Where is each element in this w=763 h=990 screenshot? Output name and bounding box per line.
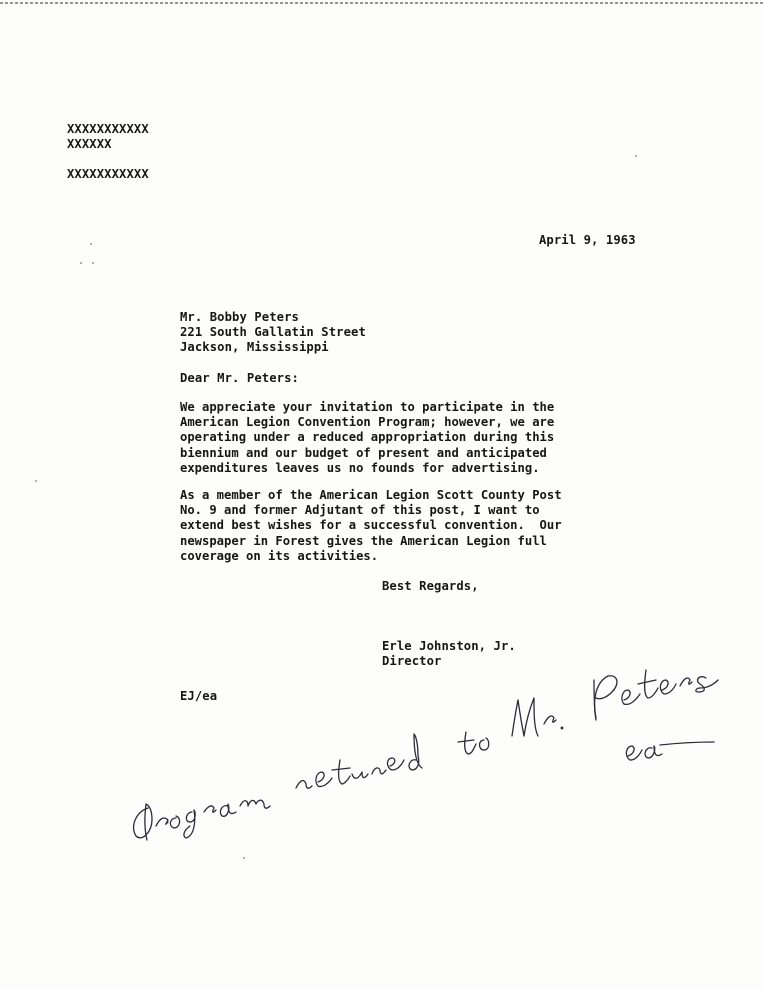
reference-initials: EJ/ea	[180, 689, 218, 703]
paragraph-line: expenditures leaves us no founds for advertising.	[180, 460, 540, 475]
scan-speck	[35, 480, 37, 482]
closing: Best Regards,	[382, 579, 479, 593]
scan-speck	[90, 243, 92, 245]
signer-title: Director	[382, 654, 442, 668]
recipient-city: Jackson, Mississippi	[180, 340, 329, 354]
paragraph-line: American Legion Convention Program; however, we are	[180, 415, 555, 430]
paragraph-line: As a member of the American Legion Scott County Post	[180, 488, 562, 502]
redacted-line-2: XXXXXX	[67, 137, 112, 151]
scan-speck	[80, 262, 82, 264]
paragraph-line: biennium and our budget of present and anticipated	[180, 445, 547, 460]
paragraph-line: extend best wishes for a successful convention. Our	[180, 518, 562, 533]
paragraph-line: newspaper in Forest gives the American Legion full	[180, 533, 547, 548]
paragraph-line: coverage on its activities.	[180, 548, 379, 563]
redacted-line-3: XXXXXXXXXXX	[67, 167, 149, 181]
salutation: Dear Mr. Peters:	[180, 371, 299, 385]
recipient-name: Mr. Bobby Peters	[180, 310, 299, 324]
redacted-line-1: XXXXXXXXXXX	[67, 122, 149, 136]
paragraph-line: No. 9 and former Adjutant of this post, I want to	[180, 503, 540, 518]
scan-speck	[635, 155, 637, 157]
scan-speck	[92, 262, 94, 264]
signer-name: Erle Johnston, Jr.	[382, 639, 516, 653]
top-perforation-edge	[0, 0, 763, 8]
body-paragraph-2	[180, 488, 600, 564]
paragraph-line: We appreciate your invitation to participate in the	[180, 400, 555, 414]
scan-speck	[243, 857, 245, 859]
recipient-street: 221 South Gallatin Street	[180, 325, 366, 339]
letter-date: April 9, 1963	[539, 233, 636, 247]
body-paragraph-1	[180, 400, 600, 476]
paragraph-line: operating under a reduced appropriation during this	[180, 430, 555, 445]
